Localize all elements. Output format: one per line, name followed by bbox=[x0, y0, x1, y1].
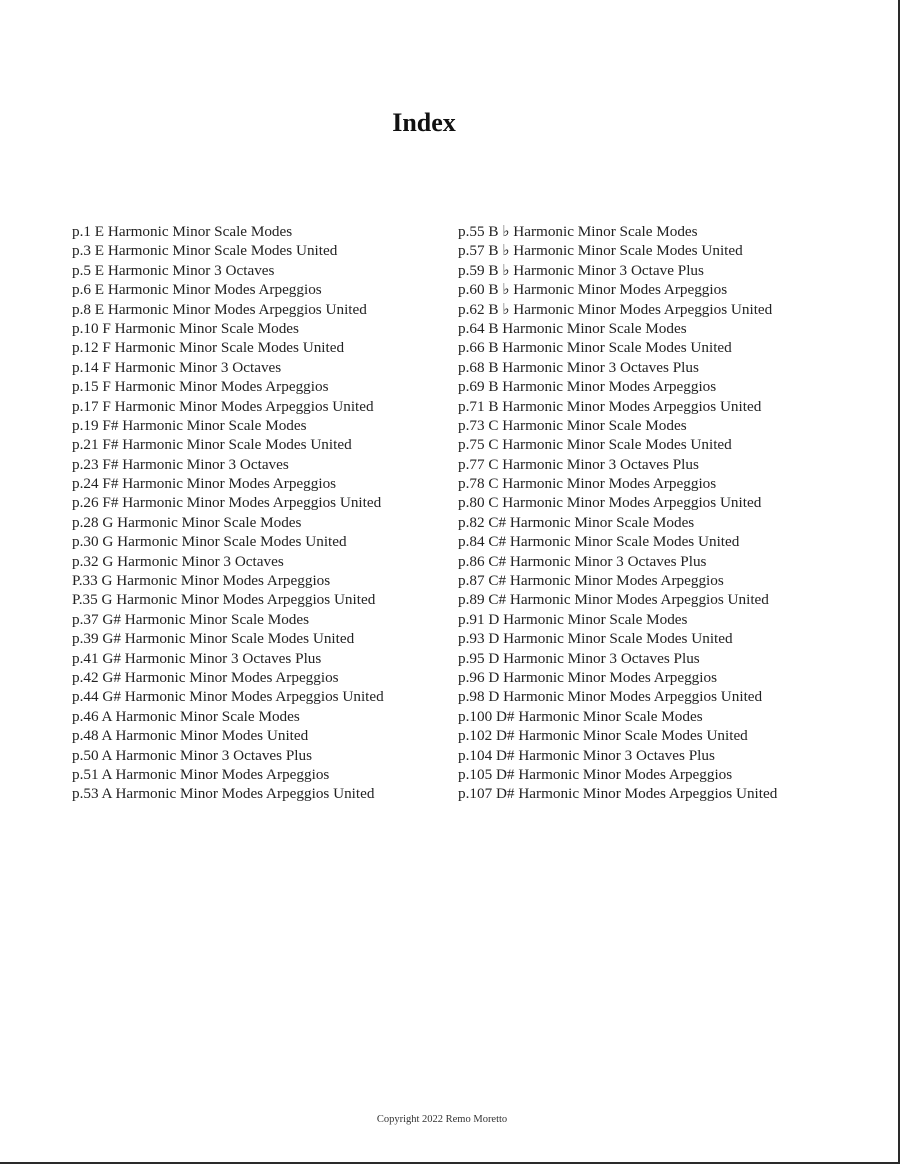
index-entry: p.42 G# Harmonic Minor Modes Arpeggios bbox=[72, 668, 339, 686]
index-entry: p.51 A Harmonic Minor Modes Arpeggios bbox=[72, 765, 330, 783]
index-entry: p.15 F Harmonic Minor Modes Arpeggios bbox=[72, 378, 329, 396]
index-entry: p.89 C# Harmonic Minor Modes Arpeggios United bbox=[458, 591, 769, 609]
index-entry: p.3 E Harmonic Minor Scale Modes United bbox=[72, 242, 338, 260]
index-entry: p.84 C# Harmonic Minor Scale Modes United bbox=[458, 533, 740, 551]
index-entry: p.8 E Harmonic Minor Modes Arpeggios United bbox=[72, 300, 367, 318]
index-entry: p.95 D Harmonic Minor 3 Octaves Plus bbox=[458, 649, 700, 667]
index-entry: p.73 C Harmonic Minor Scale Modes bbox=[458, 416, 687, 434]
index-entry: p.50 A Harmonic Minor 3 Octaves Plus bbox=[72, 746, 313, 764]
index-entry: p.87 C# Harmonic Minor Modes Arpeggios bbox=[458, 572, 724, 590]
index-entry: p.6 E Harmonic Minor Modes Arpeggios bbox=[72, 281, 322, 299]
index-entry: p.53 A Harmonic Minor Modes Arpeggios United bbox=[72, 785, 375, 803]
index-entry: p.39 G# Harmonic Minor Scale Modes United bbox=[72, 630, 355, 648]
index-entry: p.14 F Harmonic Minor 3 Octaves bbox=[72, 358, 282, 376]
index-entry: p.21 F# Harmonic Minor Scale Modes United bbox=[72, 436, 352, 454]
index-entry: P.35 G Harmonic Minor Modes Arpeggios United bbox=[72, 591, 376, 609]
index-entry: p.100 D# Harmonic Minor Scale Modes bbox=[458, 707, 703, 725]
index-entry: p.55 B ♭ Harmonic Minor Scale Modes bbox=[458, 223, 698, 240]
index-entry: p.107 D# Harmonic Minor Modes Arpeggios United bbox=[458, 785, 778, 803]
index-entry: p.10 F Harmonic Minor Scale Modes bbox=[72, 319, 299, 337]
index-entry: p.23 F# Harmonic Minor 3 Octaves bbox=[72, 455, 289, 473]
index-entry: p.1 E Harmonic Minor Scale Modes bbox=[72, 223, 293, 240]
index-entry: p.32 G Harmonic Minor 3 Octaves bbox=[72, 552, 284, 570]
index-entry: p.57 B ♭ Harmonic Minor Scale Modes United bbox=[458, 242, 743, 260]
index-column-left bbox=[72, 222, 384, 804]
index-entry: p.104 D# Harmonic Minor 3 Octaves Plus bbox=[458, 746, 715, 764]
index-entry: p.48 A Harmonic Minor Modes United bbox=[72, 727, 309, 745]
index-entry: p.24 F# Harmonic Minor Modes Arpeggios bbox=[72, 475, 337, 493]
index-entry: p.28 G Harmonic Minor Scale Modes bbox=[72, 513, 302, 531]
index-entry: p.105 D# Harmonic Minor Modes Arpeggios bbox=[458, 765, 733, 783]
index-entry: p.44 G# Harmonic Minor Modes Arpeggios United bbox=[72, 688, 384, 706]
index-entry: p.71 B Harmonic Minor Modes Arpeggios United bbox=[458, 397, 762, 415]
index-entry: p.78 C Harmonic Minor Modes Arpeggios bbox=[458, 475, 717, 493]
page-title: Index bbox=[392, 108, 456, 137]
index-entry: p.37 G# Harmonic Minor Scale Modes bbox=[72, 610, 310, 628]
index-entry: p.46 A Harmonic Minor Scale Modes bbox=[72, 707, 300, 725]
index-entry: p.91 D Harmonic Minor Scale Modes bbox=[458, 610, 688, 628]
index-entry: p.98 D Harmonic Minor Modes Arpeggios United bbox=[458, 688, 763, 706]
index-entry: p.66 B Harmonic Minor Scale Modes United bbox=[458, 339, 732, 357]
index-entry: p.30 G Harmonic Minor Scale Modes United bbox=[72, 533, 347, 551]
index-entry: p.62 B ♭ Harmonic Minor Modes Arpeggios United bbox=[458, 300, 773, 318]
index-entry: p.5 E Harmonic Minor 3 Octaves bbox=[72, 261, 275, 279]
index-entry: p.86 C# Harmonic Minor 3 Octaves Plus bbox=[458, 552, 707, 570]
index-entry: p.19 F# Harmonic Minor Scale Modes bbox=[72, 416, 307, 434]
index-entry: p.41 G# Harmonic Minor 3 Octaves Plus bbox=[72, 649, 322, 667]
index-entry: p.80 C Harmonic Minor Modes Arpeggios United bbox=[458, 494, 762, 512]
copyright-footer: Copyright 2022 Remo Moretto bbox=[376, 1114, 508, 1125]
index-entry: p.12 F Harmonic Minor Scale Modes United bbox=[72, 339, 345, 357]
index-entry: p.96 D Harmonic Minor Modes Arpeggios bbox=[458, 668, 718, 686]
index-entry: p.64 B Harmonic Minor Scale Modes bbox=[458, 319, 687, 337]
index-entry: p.75 C Harmonic Minor Scale Modes United bbox=[458, 436, 732, 454]
index-entry: p.26 F# Harmonic Minor Modes Arpeggios United bbox=[72, 494, 382, 512]
index-entry: p.68 B Harmonic Minor 3 Octaves Plus bbox=[458, 358, 699, 376]
index-column-right bbox=[458, 222, 777, 804]
index-entry: p.17 F Harmonic Minor Modes Arpeggios United bbox=[72, 397, 374, 415]
index-entry: p.77 C Harmonic Minor 3 Octaves Plus bbox=[458, 455, 699, 473]
index-entry: P.33 G Harmonic Minor Modes Arpeggios bbox=[72, 572, 331, 590]
index-entry: p.69 B Harmonic Minor Modes Arpeggios bbox=[458, 378, 717, 396]
index-entry: p.82 C# Harmonic Minor Scale Modes bbox=[458, 513, 695, 531]
index-entry: p.102 D# Harmonic Minor Scale Modes United bbox=[458, 727, 748, 745]
index-entry: p.93 D Harmonic Minor Scale Modes United bbox=[458, 630, 733, 648]
index-entry: p.60 B ♭ Harmonic Minor Modes Arpeggios bbox=[458, 281, 728, 299]
index-entry: p.59 B ♭ Harmonic Minor 3 Octave Plus bbox=[458, 261, 704, 279]
